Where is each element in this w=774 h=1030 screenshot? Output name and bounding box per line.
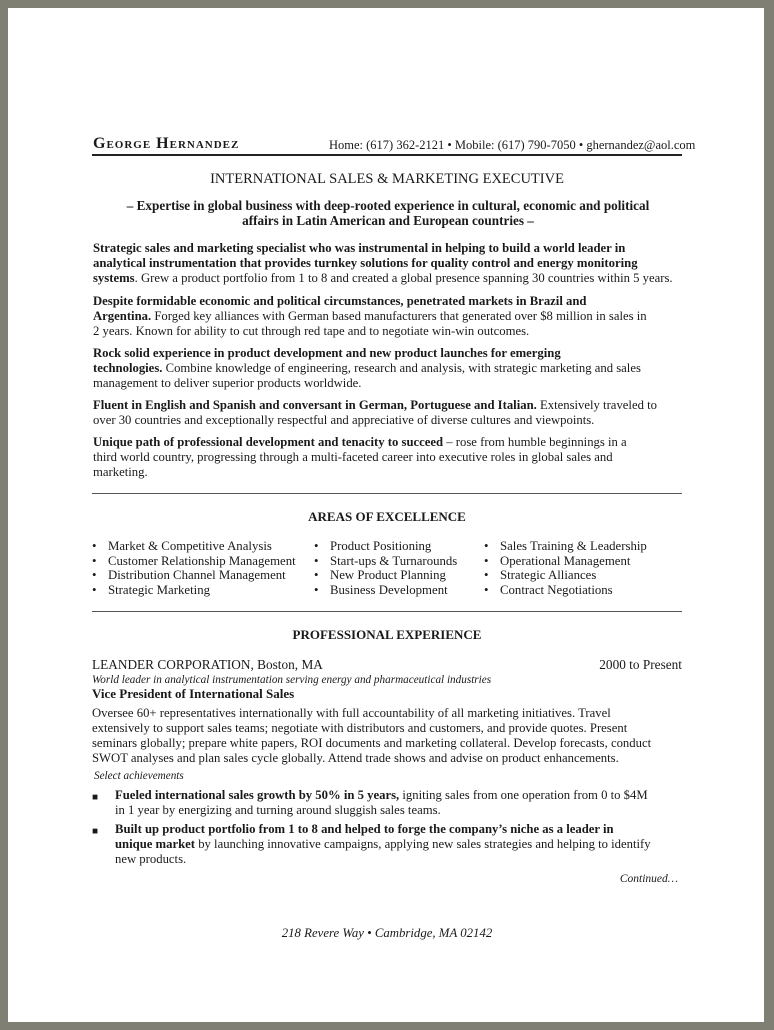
excellence-column-3 <box>484 539 647 598</box>
tagline-line-1: – Expertise in global business with deep-rooted experience in cultural, economic and political <box>126 198 650 213</box>
areas-of-excellence-title: AREAS OF EXCELLENCE <box>308 509 466 524</box>
job-description <box>92 706 682 766</box>
achievement-bold-text: unique market <box>115 837 196 851</box>
bullet-icon: ■ <box>92 792 99 803</box>
summary-bold-text: technologies. <box>93 361 163 375</box>
summary-bold-text: Strategic sales and marketing specialist who was instrumental in helping to build a world leader in <box>93 241 626 255</box>
summary-text: management to deliver superior products worldwide. <box>93 376 362 390</box>
summary-paragraph <box>93 435 683 480</box>
summary-paragraph <box>93 294 683 339</box>
summary-paragraph <box>93 346 683 391</box>
summary-text: over 30 countries and exceptionally respectful and appreciative of diverse cultures and viewpoints. <box>93 413 595 427</box>
tagline-line-2: affairs in Latin American and European countries – <box>242 213 534 228</box>
summary-text: marketing. <box>93 465 148 479</box>
header-rule <box>92 154 682 156</box>
achievement-text: new products. <box>115 852 187 866</box>
achievement-bold-text: Fueled international sales growth by 50% in 5 years, <box>115 788 400 802</box>
list-item: • New Product Planning <box>314 568 446 583</box>
resume-page <box>8 8 764 1022</box>
summary-text: Extensively traveled to <box>536 398 657 412</box>
section-divider <box>92 493 682 494</box>
footer-address: 218 Revere Way • Cambridge, MA 02142 <box>281 926 493 940</box>
summary-bold-text: Despite formidable economic and political circumstances, penetrated markets in Brazil and <box>93 294 587 308</box>
summary-text: third world country, progressing through a multi-faceted career into executive roles in global sales and <box>93 450 613 464</box>
section-divider <box>92 611 682 612</box>
achievement-text: by launching innovative campaigns, applying new sales strategies and helping to identify <box>195 837 651 851</box>
summary-text: Forged key alliances with German based manufacturers that generated over $8 million in sales in <box>151 309 647 323</box>
list-item: • Sales Training & Leadership <box>484 539 647 553</box>
list-item: • Business Development <box>314 583 448 598</box>
bullet-icon: ■ <box>92 826 99 837</box>
summary-paragraph <box>93 398 683 428</box>
list-item: • Market & Competitive Analysis <box>92 539 272 553</box>
job-description-line: SWOT analyses and plan sales cycle globally. Attend trade shows and advise on product enhancements. <box>92 751 619 765</box>
summary-text: – rose from humble beginnings in a <box>443 435 627 449</box>
excellence-column-1 <box>92 539 296 598</box>
tagline <box>108 198 668 228</box>
contact-info: Home: (617) 362-2121 • Mobile: (617) 790-7050 • ghernandez@aol.com <box>329 138 696 152</box>
achievement-item <box>92 822 682 870</box>
continued-note: Continued… <box>619 873 678 885</box>
company-description: World leader in analytical instrumentation serving energy and pharmaceutical industries <box>92 674 492 686</box>
achievement-item <box>92 788 682 820</box>
summary-bold-text: systems <box>93 271 135 285</box>
job-title: Vice President of International Sales <box>92 686 295 701</box>
achievement-bold-text: Built up product portfolio from 1 to 8 and helped to forge the company’s niche as a leader in <box>115 822 614 836</box>
excellence-column-2 <box>314 539 457 598</box>
list-item: • Operational Management <box>484 553 631 568</box>
candidate-name: George Hernandez <box>93 135 240 152</box>
select-achievements-label: Select achievements <box>94 770 184 782</box>
achievement-text: in 1 year by energizing and turning around sluggish sales teams. <box>115 803 441 817</box>
job-description-line: Oversee 60+ representatives internationally with full accountability of all marketing initiatives. Travel <box>92 706 611 720</box>
job-dates: 2000 to Present <box>599 657 682 672</box>
list-item: • Strategic Alliances <box>484 568 597 583</box>
achievement-text: igniting sales from one operation from 0 to $4M <box>399 788 648 802</box>
list-item: • Strategic Marketing <box>92 583 210 598</box>
list-item: • Start-ups & Turnarounds <box>314 553 458 568</box>
summary-text: Combine knowledge of engineering, research and analysis, with strategic marketing and sales <box>162 361 641 375</box>
job-description-line: extensively to support sales teams; negotiate with distributors and customers, and provide quotes. Present <box>92 721 628 735</box>
summary-bold-text: Argentina. <box>93 309 152 323</box>
summary-paragraph <box>93 241 683 286</box>
summary-bold-text: Unique path of professional development and tenacity to succeed <box>93 435 444 449</box>
list-item: • Product Positioning <box>314 539 432 553</box>
company-name: LEANDER CORPORATION, Boston, MA <box>92 657 323 672</box>
summary-text: . Grew a product portfolio from 1 to 8 and created a global presence spanning 30 countries within 5 years. <box>134 271 673 285</box>
summary-bold-text: analytical instrumentation that provides turnkey solutions for quality control and energy monitoring <box>93 256 638 270</box>
summary-bold-text: Fluent in English and Spanish and conversant in German, Portuguese and Italian. <box>93 398 537 412</box>
resume-headline: INTERNATIONAL SALES & MARKETING EXECUTIVE <box>210 171 564 187</box>
list-item: • Distribution Channel Management <box>92 568 286 583</box>
summary-text: 2 years. Known for ability to cut through red tape and to negotiate win-win outcomes. <box>93 324 530 338</box>
list-item: • Contract Negotiations <box>484 583 613 598</box>
job-description-line: seminars globally; prepare white papers, ROI documents and marketing collateral. Develop forecasts, conduct <box>92 736 652 750</box>
summary-bold-text: Rock solid experience in product development and new product launches for emerging <box>93 346 561 360</box>
list-item: • Customer Relationship Management <box>92 553 296 568</box>
job-header <box>92 657 682 673</box>
professional-experience-title: PROFESSIONAL EXPERIENCE <box>292 627 482 642</box>
